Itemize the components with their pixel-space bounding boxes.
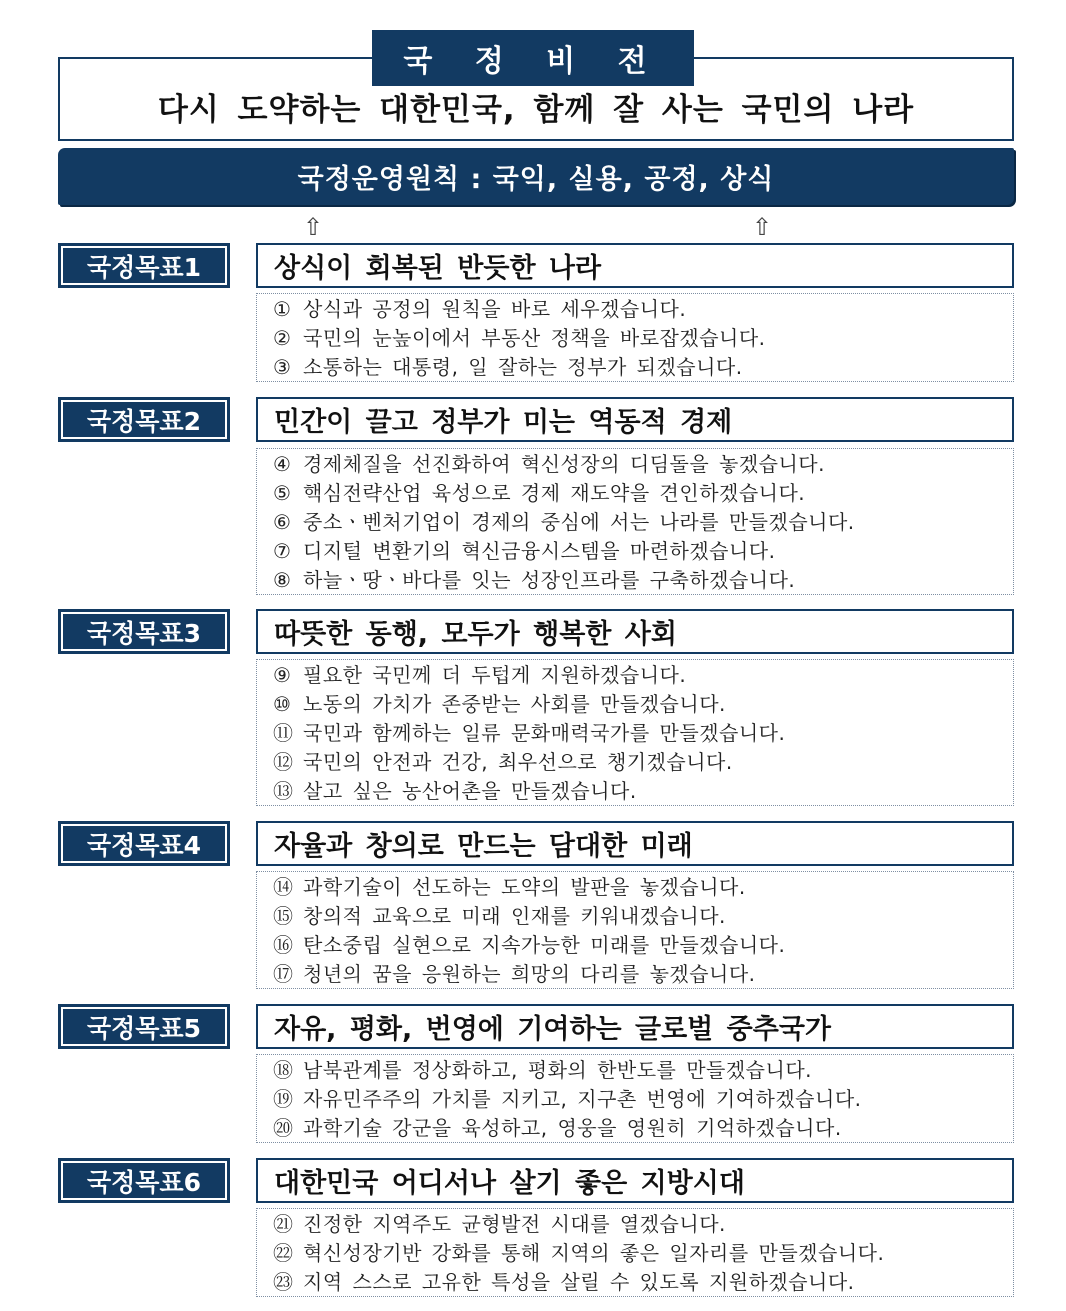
goal-title: 자율과 창의로 만드는 담대한 미래 (256, 821, 1014, 866)
item-text: 과학기술이 선도하는 도약의 발판을 놓겠습니다. (303, 875, 746, 899)
goal-item (273, 353, 1013, 382)
item-text: 경제체질을 선진화하여 혁신성장의 디딤돌을 놓겠습니다. (303, 452, 825, 476)
vision-statement: 다시 도약하는 대한민국, 함께 잘 사는 국민의 나라 (157, 92, 915, 128)
item-number: ㉑ (273, 1212, 294, 1236)
goal-item (273, 960, 1013, 989)
goal-item (273, 931, 1013, 960)
item-number: ⑬ (273, 779, 294, 803)
goal-title: 따뜻한 동행, 모두가 행복한 사회 (256, 609, 1014, 654)
item-number: ⑤ (273, 481, 292, 505)
goal-item (273, 1056, 1013, 1085)
goal-items (256, 1208, 1014, 1297)
item-number: ⑥ (273, 510, 292, 534)
goal-item (273, 719, 1013, 748)
item-number: ① (273, 297, 292, 321)
item-number: ⑲ (273, 1087, 294, 1111)
item-number: ④ (273, 452, 292, 476)
item-text: 디지털 변환기의 혁신금융시스템을 마련하겠습니다. (303, 539, 776, 563)
item-text: 과학기술 강군을 육성하고, 영웅을 영원히 기억하겠습니다. (303, 1116, 842, 1140)
item-number: ⑳ (273, 1116, 294, 1140)
item-text: 남북관계를 정상화하고, 평화의 한반도를 만들겠습니다. (303, 1058, 813, 1082)
item-number: ⑩ (273, 692, 292, 716)
item-text: 중소ㆍ벤처기업이 경제의 중심에 서는 나라를 만들겠습니다. (303, 510, 855, 534)
goal-label: 국정목표1 (58, 243, 230, 288)
goal-items (256, 659, 1014, 806)
goal-title: 상식이 회복된 반듯한 나라 (256, 243, 1014, 288)
goal-items (256, 1054, 1014, 1143)
up-arrow-icon: ⇧ (302, 213, 324, 241)
item-text: 국민과 함께하는 일류 문화매력국가를 만들겠습니다. (303, 721, 786, 745)
item-number: ⑫ (273, 750, 294, 774)
item-text: 국민의 눈높이에서 부동산 정책을 바로잡겠습니다. (303, 326, 766, 350)
goal-label: 국정목표2 (58, 397, 230, 442)
item-number: ⑦ (273, 539, 292, 563)
goal-item (273, 324, 1013, 353)
item-text: 국민의 안전과 건강, 최우선으로 챙기겠습니다. (303, 750, 733, 774)
vision-tab: 국 정 비 전 (372, 30, 694, 86)
goal-item (273, 690, 1013, 719)
item-text: 노동의 가치가 존중받는 사회를 만들겠습니다. (303, 692, 726, 716)
goal-item (273, 295, 1013, 324)
item-text: 진정한 지역주도 균형발전 시대를 열겠습니다. (303, 1212, 726, 1236)
item-number: ⑯ (273, 933, 294, 957)
goal-label: 국정목표6 (58, 1158, 230, 1203)
goal-label: 국정목표4 (58, 821, 230, 866)
goal-item (273, 748, 1013, 777)
goal-item (273, 777, 1013, 806)
item-number: ㉒ (273, 1241, 294, 1265)
item-number: ⑱ (273, 1058, 294, 1082)
goal-items (256, 448, 1014, 595)
item-number: ⑪ (273, 721, 294, 745)
goal-item (273, 450, 1013, 479)
item-text: 창의적 교육으로 미래 인재를 키워내겠습니다. (303, 904, 726, 928)
item-text: 하늘ㆍ땅ㆍ바다를 잇는 성장인프라를 구축하겠습니다. (303, 568, 796, 592)
goal-item (273, 1210, 1013, 1239)
goal-item (273, 1239, 1013, 1268)
goal-item (273, 1268, 1013, 1297)
item-text: 핵심전략산업 육성으로 경제 재도약을 견인하겠습니다. (303, 481, 806, 505)
goal-label: 국정목표3 (58, 609, 230, 654)
goal-title: 자유, 평화, 번영에 기여하는 글로벌 중추국가 (256, 1004, 1014, 1049)
goal-item (273, 1085, 1013, 1114)
item-text: 소통하는 대통령, 일 잘하는 정부가 되겠습니다. (303, 355, 743, 379)
item-number: ⑧ (273, 568, 292, 592)
goal-item (273, 537, 1013, 566)
goal-item (273, 508, 1013, 537)
goal-title: 민간이 끌고 정부가 미는 역동적 경제 (256, 397, 1014, 442)
item-text: 지역 스스로 고유한 특성을 살릴 수 있도록 지원하겠습니다. (303, 1270, 855, 1294)
item-text: 상식과 공정의 원칙을 바로 세우겠습니다. (303, 297, 687, 321)
item-text: 청년의 꿈을 응원하는 희망의 다리를 놓겠습니다. (303, 962, 756, 986)
goal-item (273, 1114, 1013, 1143)
item-text: 필요한 국민께 더 두텁게 지원하겠습니다. (303, 663, 687, 687)
item-number: ⑭ (273, 875, 294, 899)
goal-items (256, 293, 1014, 382)
item-number: ② (273, 326, 292, 350)
item-text: 혁신성장기반 강화를 통해 지역의 좋은 일자리를 만들겠습니다. (303, 1241, 885, 1265)
goal-title: 대한민국 어디서나 살기 좋은 지방시대 (256, 1158, 1014, 1203)
item-text: 살고 싶은 농산어촌을 만들겠습니다. (303, 779, 637, 803)
item-number: ⑮ (273, 904, 294, 928)
goal-item (273, 902, 1013, 931)
goal-label: 국정목표5 (58, 1004, 230, 1049)
item-number: ㉓ (273, 1270, 294, 1294)
goal-item (273, 479, 1013, 508)
goal-item (273, 661, 1013, 690)
item-text: 탄소중립 실현으로 지속가능한 미래를 만들겠습니다. (303, 933, 786, 957)
item-number: ⑰ (273, 962, 294, 986)
item-number: ③ (273, 355, 292, 379)
goal-item (273, 566, 1013, 595)
principles-bar: 국정운영원칙 : 국익, 실용, 공정, 상식 (58, 148, 1014, 205)
goal-items (256, 871, 1014, 989)
item-text: 자유민주주의 가치를 지키고, 지구촌 번영에 기여하겠습니다. (303, 1087, 862, 1111)
up-arrow-icon: ⇧ (751, 213, 773, 241)
item-number: ⑨ (273, 663, 292, 687)
goal-item (273, 873, 1013, 902)
